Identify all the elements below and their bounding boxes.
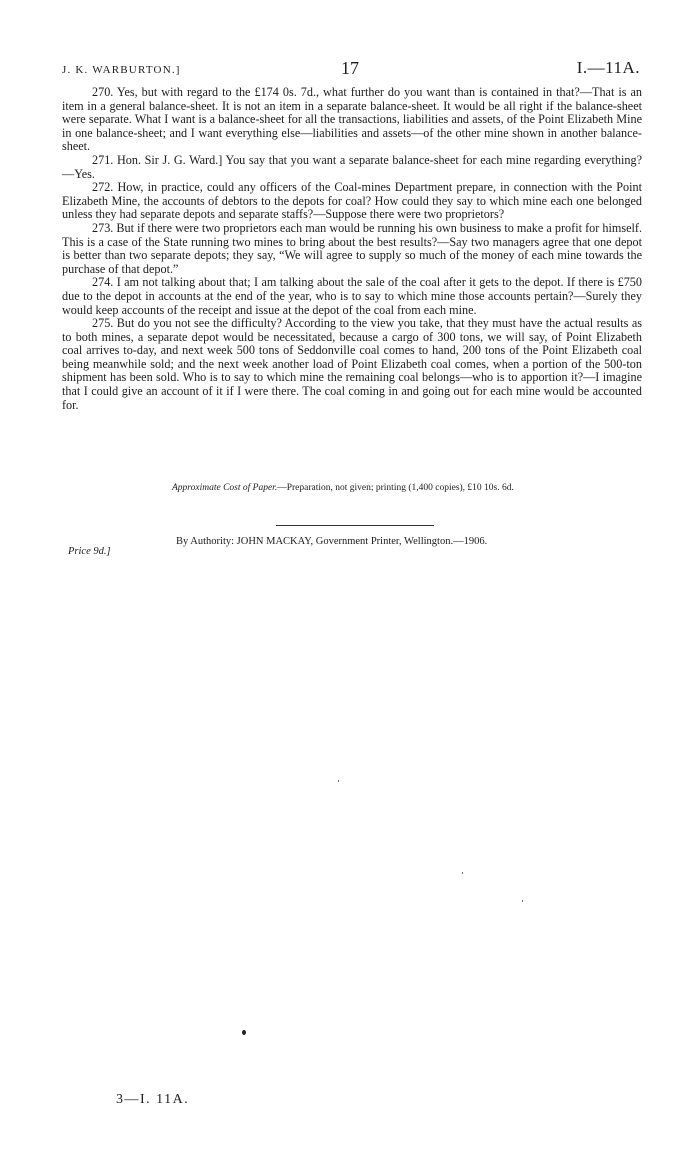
page-number: 17 [341, 58, 359, 78]
paragraph-274: 274. I am not talking about that; I am talking about the sale of the coal after it gets to the depot. If there is £750 due to the depot in accounts at the end of the year, who is to say to which mine those accounts pertain?—Surely they would keep accounts of the receipt and issue at the depot of the coal from each mine. [62, 275, 642, 317]
cost-of-paper-note [172, 483, 514, 493]
paragraph-270: 270. Yes, but with regard to the £174 0s. 7d., what further do you want than is contained in that?—That is an item in a general balance-sheet. It is not an item in a separate balance-sheet. It would be all right if the balance-sheet were separate. What I want is a balance-sheet for all the transactions, liabilities and assets, of the Point Elizabeth Mine in one balance-sheet; and I want everything else—liabilities and assets—of the other mine shown in another balance-sheet. [62, 85, 642, 154]
cost-label: Approximate Cost of Paper. [172, 483, 278, 493]
cost-text: —Preparation, not given; printing (1,400 copies), £10 10s. 6d. [277, 483, 514, 493]
evidence-text [62, 86, 642, 412]
witness-name: J. K. WARBURTON.] [62, 64, 181, 76]
ink-blot [242, 1030, 246, 1035]
running-head [62, 58, 640, 80]
signature-mark: 3—I. 11A. [116, 1092, 190, 1107]
divider-rule [276, 525, 434, 526]
printer-imprint: By Authority: JOHN MACKAY, Government Printer, Wellington.—1906. [176, 536, 488, 547]
paper-speck [522, 900, 523, 902]
paper-speck [462, 872, 463, 874]
paragraph-272: 272. How, in practice, could any officers of the Coal-mines Department prepare, in connection with the Point Elizabeth Mine, the accounts of debtors to the depots for coal? How could they say to which mine each one belonged unless they had separate depots and separate staffs?—Suppose there were two proprietors? [62, 180, 642, 222]
price-note: Price 9d.] [68, 546, 111, 557]
paragraph-273: 273. But if there were two proprietors each man would be running his own business to make a profit for himself. This is a case of the State running two mines to bring about the best results?—Say two managers agree that one depot is better than two separate depots; they say, “We will agree to supply so much of the money of each mine towards the purchase of that depot.” [62, 220, 642, 276]
paper-reference: I.—11A. [576, 58, 640, 77]
paper-speck [338, 780, 339, 782]
paragraph-275: 275. But do you not see the difficulty? According to the view you take, that they must have the actual results as to both mines, a separate depot would be necessitated, because a cargo of 300 tons, we will say, of Point Elizabeth coal arrives to-day, and next week 500 tons of Seddonville coal comes to hand, 200 tons of the Point Elizabeth coal being meanwhile sold; and the next week another load of Point Elizabeth coal comes, when a portion of the 500-ton shipment has been sold. Who is to say to which mine the remaining coal belongs—who is to apportion it?—I imagine that I could give an account of it if I were there. The coal coming in and going out for each mine would be accounted for. [62, 316, 642, 412]
paragraph-271: 271. Hon. Sir J. G. Ward.] You say that you want a separate balance-sheet for each mine regarding everything?—Yes. [62, 152, 642, 181]
